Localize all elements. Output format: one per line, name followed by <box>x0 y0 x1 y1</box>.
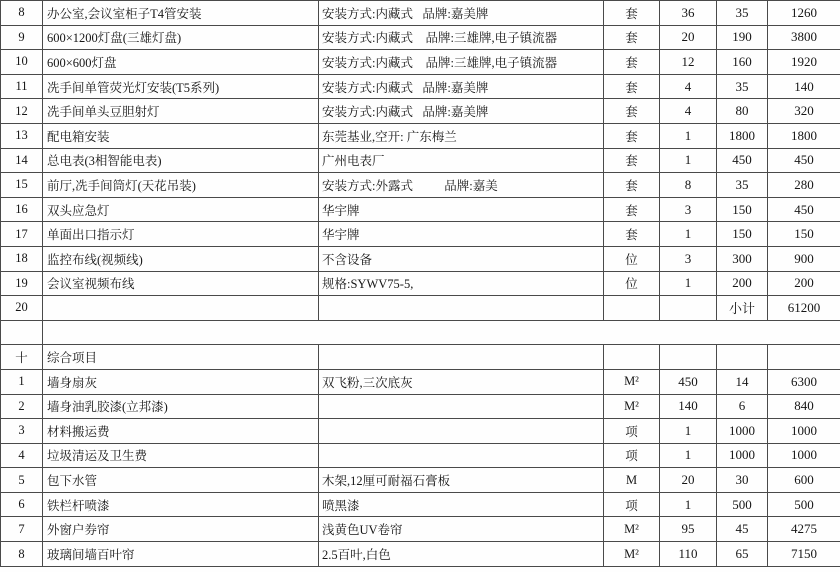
amount-cell: 6300 <box>768 369 840 394</box>
row-number-cell: 19 <box>1 271 43 296</box>
quantity-cell: 12 <box>660 50 717 75</box>
table-row <box>1 74 840 99</box>
item-name-cell: 双头应急灯 <box>43 197 319 222</box>
unit-price-cell: 65 <box>717 542 768 567</box>
table-row <box>1 173 840 198</box>
unit-cell: 套 <box>604 123 660 148</box>
spec-cell: 东莞基业,空开: 广东梅兰 <box>319 123 604 148</box>
amount-cell: 500 <box>768 492 840 517</box>
quantity-cell: 1 <box>660 123 717 148</box>
row-number-cell: 17 <box>1 222 43 247</box>
unit-cell: M² <box>604 369 660 394</box>
row-number-cell: 2 <box>1 394 43 419</box>
unit-cell: 套 <box>604 99 660 124</box>
spec-cell <box>319 296 604 321</box>
table-row <box>1 345 840 370</box>
table-row <box>1 443 840 468</box>
amount-cell: 4275 <box>768 517 840 542</box>
unit-cell: 项 <box>604 419 660 444</box>
amount-cell: 450 <box>768 197 840 222</box>
unit-price-cell: 35 <box>717 173 768 198</box>
row-number-cell: 5 <box>1 468 43 493</box>
spec-cell: 浅黄色UV卷帘 <box>319 517 604 542</box>
item-name-cell: 墙身扇灰 <box>43 369 319 394</box>
amount-cell: 1000 <box>768 443 840 468</box>
unit-cell <box>604 345 660 370</box>
unit-cell: 套 <box>604 222 660 247</box>
unit-cell: 套 <box>604 25 660 50</box>
item-name-cell: 监控布线(视频线) <box>43 246 319 271</box>
table-row <box>1 25 840 50</box>
amount-cell: 7150 <box>768 542 840 567</box>
amount-cell: 1800 <box>768 123 840 148</box>
table-row <box>1 148 840 173</box>
quantity-cell <box>660 345 717 370</box>
unit-price-cell: 45 <box>717 517 768 542</box>
table-row <box>1 419 840 444</box>
row-number-cell: 14 <box>1 148 43 173</box>
row-number-cell: 12 <box>1 99 43 124</box>
item-name-cell <box>43 296 319 321</box>
quantity-cell: 4 <box>660 74 717 99</box>
item-name-cell: 单面出口指示灯 <box>43 222 319 247</box>
item-name-cell: 包下水管 <box>43 468 319 493</box>
unit-cell <box>604 296 660 321</box>
quantity-cell: 1 <box>660 222 717 247</box>
amount-cell: 1000 <box>768 419 840 444</box>
quantity-cell: 1 <box>660 419 717 444</box>
row-number-cell: 10 <box>1 50 43 75</box>
quantity-cell: 1 <box>660 443 717 468</box>
item-name-cell: 前厅,冼手间筒灯(天花吊装) <box>43 173 319 198</box>
quantity-cell <box>660 296 717 321</box>
quantity-cell: 3 <box>660 246 717 271</box>
table-row <box>1 542 840 567</box>
spec-cell: 安装方式:内藏式 品牌:嘉美牌 <box>319 1 604 26</box>
unit-price-cell: 150 <box>717 222 768 247</box>
row-number-cell: 十 <box>1 345 43 370</box>
spec-cell: 安装方式:内藏式 品牌:三雄牌,电子镇流器 <box>319 50 604 75</box>
spec-cell: 双飞粉,三次底灰 <box>319 369 604 394</box>
row-number-cell: 20 <box>1 296 43 321</box>
amount-cell: 200 <box>768 271 840 296</box>
quantity-cell: 95 <box>660 517 717 542</box>
row-number-cell: 7 <box>1 517 43 542</box>
amount-cell: 600 <box>768 468 840 493</box>
item-name-cell: 办公室,会议室柜子T4管安装 <box>43 1 319 26</box>
item-name-cell: 墙身油乳胶漆(立邦漆) <box>43 394 319 419</box>
item-name-cell: 配电箱安装 <box>43 123 319 148</box>
unit-price-cell: 160 <box>717 50 768 75</box>
amount-cell: 840 <box>768 394 840 419</box>
spec-cell <box>319 419 604 444</box>
quantity-cell: 8 <box>660 173 717 198</box>
unit-price-cell: 200 <box>717 271 768 296</box>
spec-cell: 华宇牌 <box>319 197 604 222</box>
spec-cell <box>319 345 604 370</box>
table-row <box>1 246 840 271</box>
item-name-cell: 600×600灯盘 <box>43 50 319 75</box>
unit-cell: 位 <box>604 246 660 271</box>
quantity-cell: 20 <box>660 468 717 493</box>
amount-cell <box>768 345 840 370</box>
table-row <box>1 197 840 222</box>
item-name-cell: 垃圾清运及卫生费 <box>43 443 319 468</box>
spec-cell: 安装方式:内藏式 品牌:嘉美牌 <box>319 99 604 124</box>
spec-cell: 规格:SYWV75-5, <box>319 271 604 296</box>
row-number-cell: 18 <box>1 246 43 271</box>
amount-cell: 280 <box>768 173 840 198</box>
unit-cell: 套 <box>604 148 660 173</box>
row-number-cell: 16 <box>1 197 43 222</box>
amount-cell: 900 <box>768 246 840 271</box>
unit-price-cell: 小计 <box>717 296 768 321</box>
quantity-cell: 4 <box>660 99 717 124</box>
quantity-cell: 450 <box>660 369 717 394</box>
unit-price-cell: 190 <box>717 25 768 50</box>
quantity-cell: 140 <box>660 394 717 419</box>
unit-cell: 套 <box>604 1 660 26</box>
table-row <box>1 99 840 124</box>
spec-cell <box>319 394 604 419</box>
unit-price-cell: 300 <box>717 246 768 271</box>
table-row <box>1 1 840 26</box>
quantity-cell: 1 <box>660 148 717 173</box>
item-name-cell: 600×1200灯盘(三雄灯盘) <box>43 25 319 50</box>
quantity-cell: 3 <box>660 197 717 222</box>
quantity-cell: 20 <box>660 25 717 50</box>
unit-price-cell: 80 <box>717 99 768 124</box>
spec-cell: 不含设备 <box>319 246 604 271</box>
table-row <box>1 492 840 517</box>
table-row <box>1 222 840 247</box>
amount-cell: 450 <box>768 148 840 173</box>
amount-cell: 150 <box>768 222 840 247</box>
amount-cell: 1260 <box>768 1 840 26</box>
row-number-cell: 13 <box>1 123 43 148</box>
amount-cell: 1920 <box>768 50 840 75</box>
row-number-cell: 9 <box>1 25 43 50</box>
table-row <box>1 394 840 419</box>
unit-cell: M² <box>604 542 660 567</box>
quantity-cell: 1 <box>660 492 717 517</box>
amount-cell: 140 <box>768 74 840 99</box>
quantity-cell: 36 <box>660 1 717 26</box>
item-name-cell: 综合项目 <box>43 345 319 370</box>
spec-cell: 安装方式:外露式 品牌:嘉美 <box>319 173 604 198</box>
unit-cell: M² <box>604 394 660 419</box>
unit-cell: 位 <box>604 271 660 296</box>
unit-price-cell: 30 <box>717 468 768 493</box>
unit-price-cell: 1000 <box>717 443 768 468</box>
table-row <box>1 468 840 493</box>
table-row <box>1 369 840 394</box>
unit-cell: 项 <box>604 492 660 517</box>
table-row <box>1 123 840 148</box>
spec-cell: 喷黑漆 <box>319 492 604 517</box>
unit-cell: 套 <box>604 74 660 99</box>
unit-cell: 套 <box>604 50 660 75</box>
unit-cell: M <box>604 468 660 493</box>
item-name-cell: 外窗户券帘 <box>43 517 319 542</box>
amount-cell: 61200 <box>768 296 840 321</box>
row-number-cell: 8 <box>1 1 43 26</box>
item-name-cell: 会议室视频布线 <box>43 271 319 296</box>
unit-price-cell: 35 <box>717 1 768 26</box>
unit-price-cell: 14 <box>717 369 768 394</box>
row-number-cell: 1 <box>1 369 43 394</box>
unit-cell: 套 <box>604 173 660 198</box>
unit-price-cell: 1800 <box>717 123 768 148</box>
spacer-row <box>1 320 840 345</box>
row-number-cell <box>1 320 43 345</box>
item-name-cell: 总电表(3相智能电表) <box>43 148 319 173</box>
spec-cell: 华宇牌 <box>319 222 604 247</box>
row-number-cell: 4 <box>1 443 43 468</box>
row-number-cell: 6 <box>1 492 43 517</box>
unit-price-cell: 6 <box>717 394 768 419</box>
quantity-cell: 1 <box>660 271 717 296</box>
table-row <box>1 271 840 296</box>
spacer-cell <box>43 320 840 345</box>
row-number-cell: 8 <box>1 542 43 567</box>
row-number-cell: 3 <box>1 419 43 444</box>
unit-price-cell: 35 <box>717 74 768 99</box>
table-row <box>1 517 840 542</box>
table-row <box>1 296 840 321</box>
table-row <box>1 50 840 75</box>
row-number-cell: 15 <box>1 173 43 198</box>
unit-price-cell: 1000 <box>717 419 768 444</box>
spec-cell: 木架,12厘可耐福石膏板 <box>319 468 604 493</box>
amount-cell: 3800 <box>768 25 840 50</box>
unit-price-cell <box>717 345 768 370</box>
unit-cell: 套 <box>604 197 660 222</box>
item-name-cell: 冼手间单头豆胆射灯 <box>43 99 319 124</box>
amount-cell: 320 <box>768 99 840 124</box>
spec-cell: 2.5百叶,白色 <box>319 542 604 567</box>
item-name-cell: 冼手间单管荧光灯安装(T5系列) <box>43 74 319 99</box>
spec-cell: 广州电表厂 <box>319 148 604 173</box>
unit-price-cell: 450 <box>717 148 768 173</box>
row-number-cell: 11 <box>1 74 43 99</box>
spec-cell <box>319 443 604 468</box>
spec-cell: 安装方式:内藏式 品牌:嘉美牌 <box>319 74 604 99</box>
unit-cell: M² <box>604 517 660 542</box>
unit-price-cell: 150 <box>717 197 768 222</box>
item-name-cell: 材料搬运费 <box>43 419 319 444</box>
quantity-cell: 110 <box>660 542 717 567</box>
item-name-cell: 铁栏杆喷漆 <box>43 492 319 517</box>
item-name-cell: 玻璃间墙百叶帘 <box>43 542 319 567</box>
spec-cell: 安装方式:内藏式 品牌:三雄牌,电子镇流器 <box>319 25 604 50</box>
unit-price-cell: 500 <box>717 492 768 517</box>
unit-cell: 项 <box>604 443 660 468</box>
